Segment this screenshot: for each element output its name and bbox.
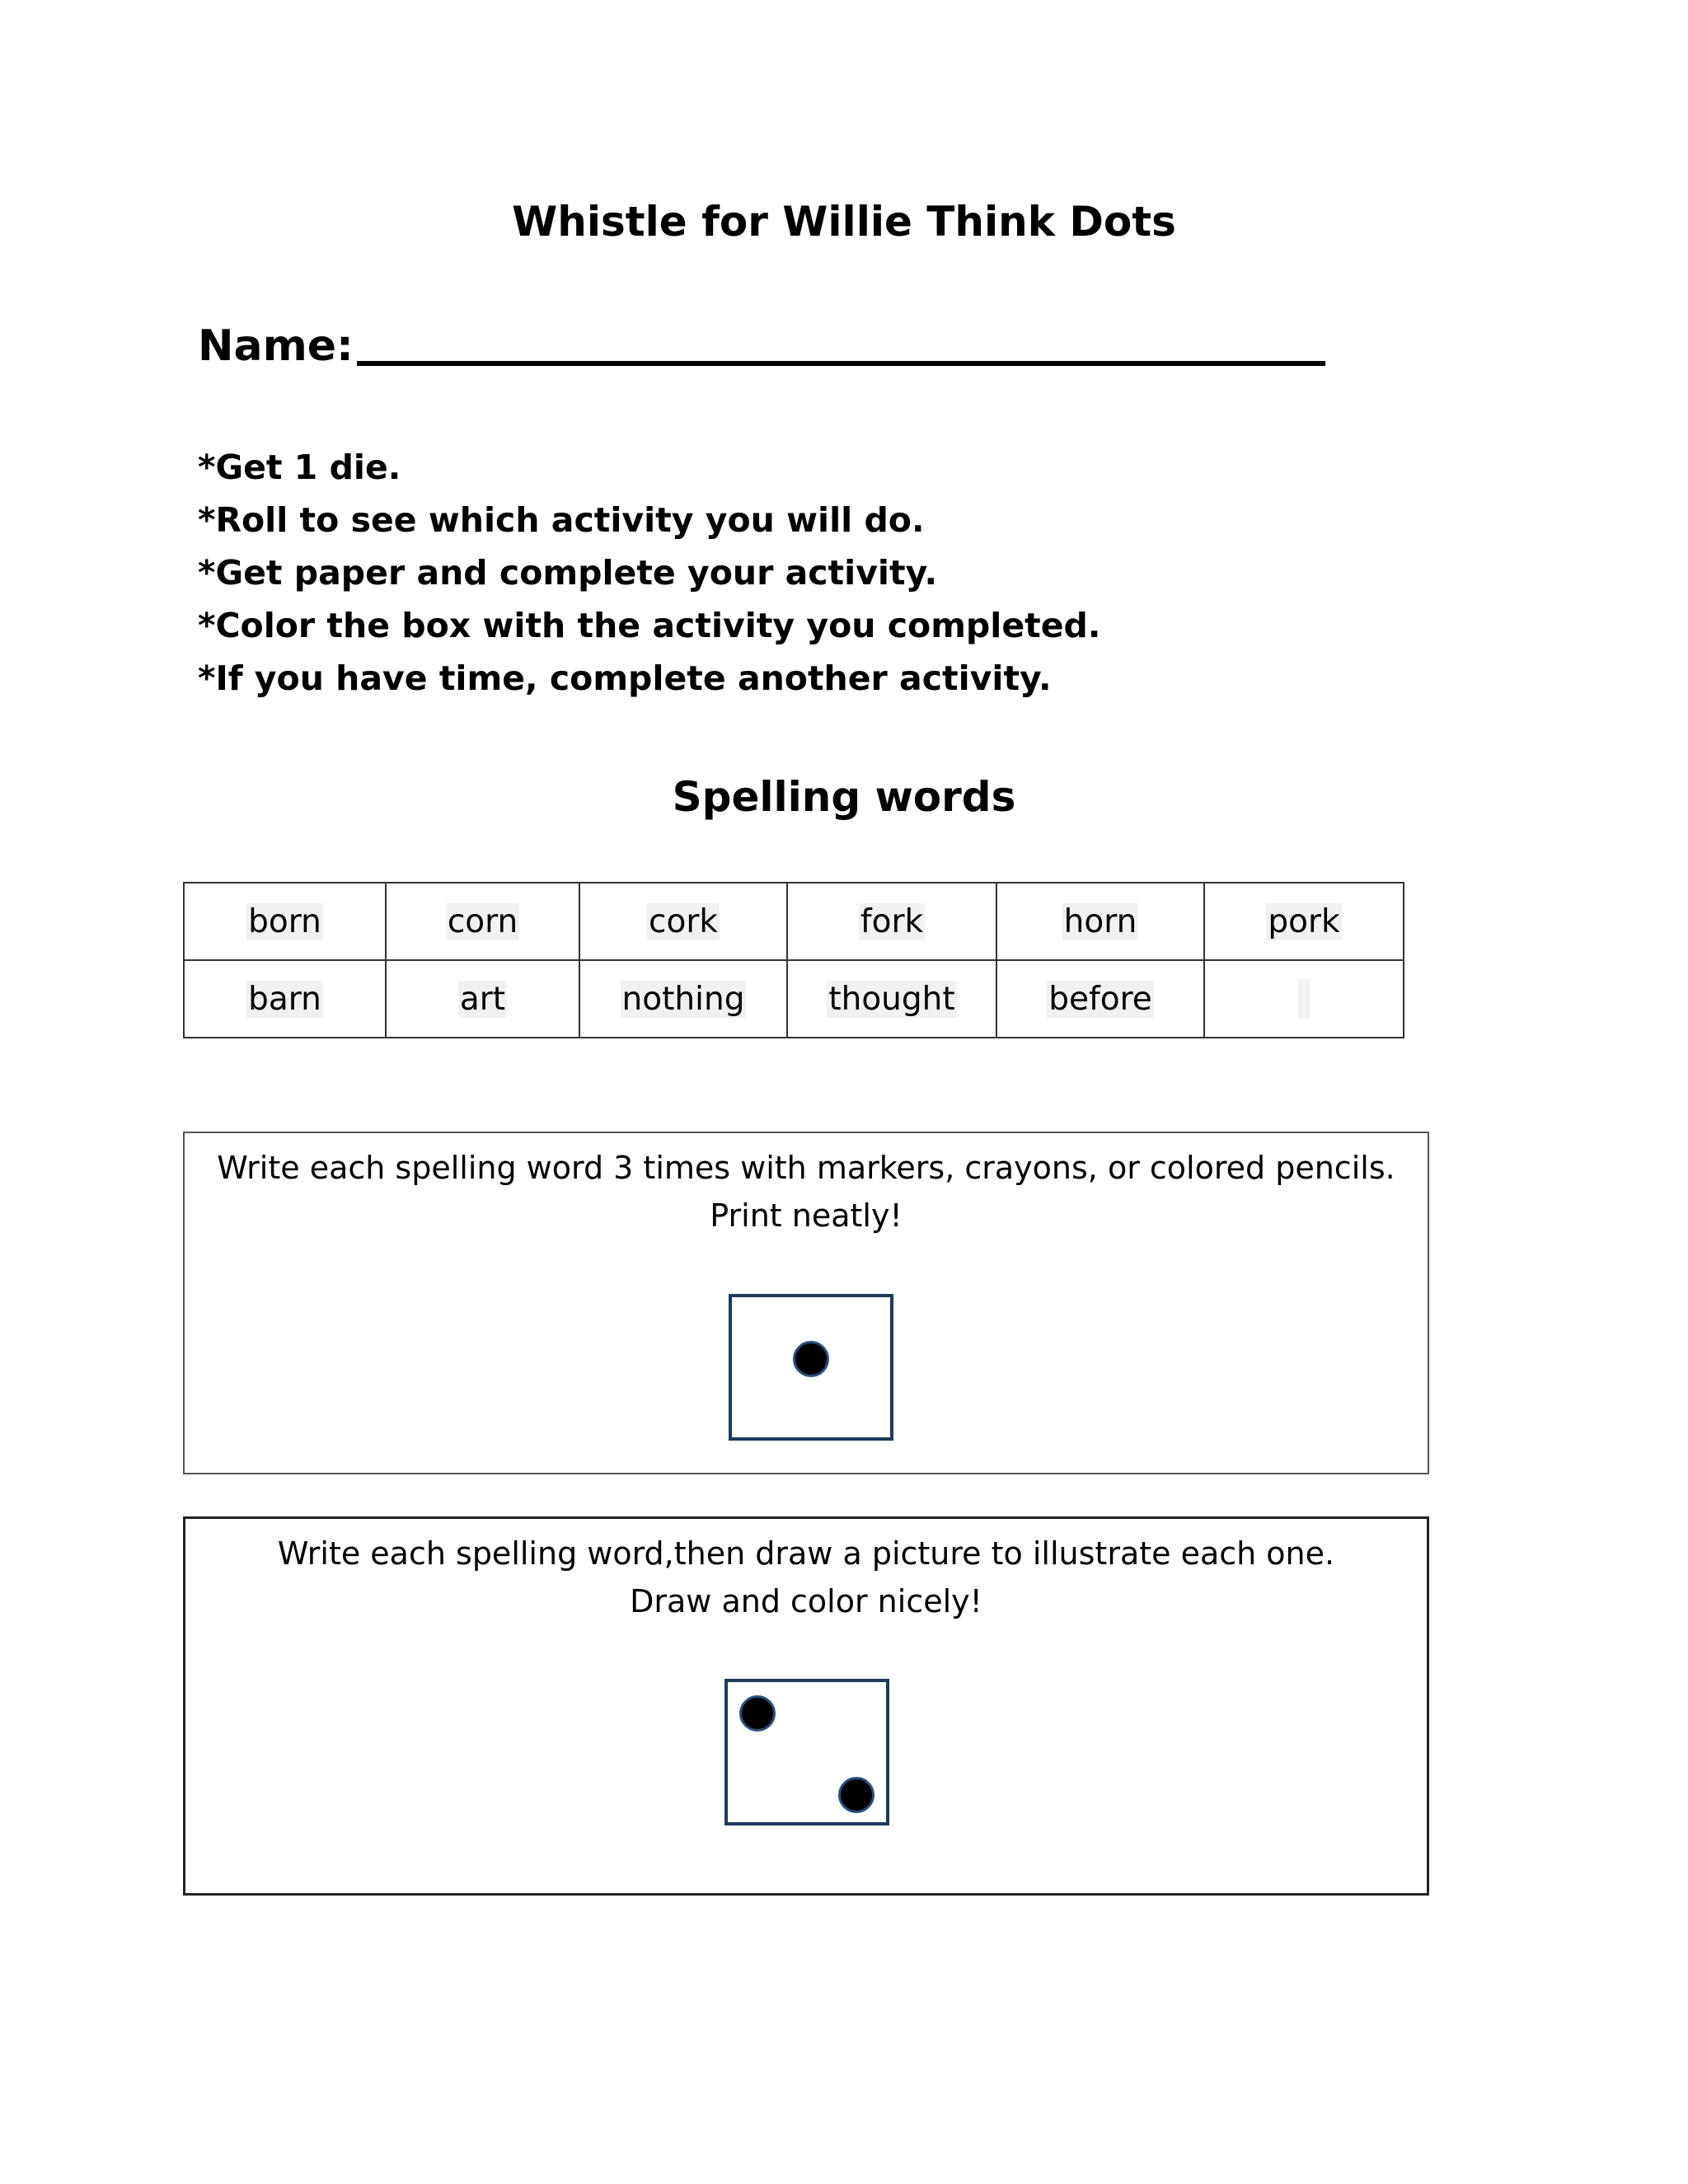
word-cell (184, 883, 386, 960)
spelling-word: corn (447, 902, 518, 940)
activity-box-2 (183, 1516, 1429, 1896)
word-cell (579, 883, 787, 960)
spelling-word: nothing (621, 980, 745, 1018)
word-cell-empty (1204, 960, 1404, 1038)
spelling-heading: Spelling words (672, 773, 1016, 821)
worksheet-title: Whistle for Willie Think Dots (512, 198, 1176, 246)
activity-box-1 (183, 1132, 1429, 1474)
instructions-list (198, 441, 1100, 705)
word-cell (386, 883, 579, 960)
spelling-word: before (1048, 980, 1152, 1018)
spelling-words-table (183, 882, 1404, 1038)
spelling-word: cork (649, 902, 718, 940)
spelling-word: born (248, 902, 321, 940)
word-cell (184, 960, 386, 1038)
die-face-two (724, 1679, 889, 1825)
instruction-item: *If you have time, complete another activity. (198, 658, 1052, 698)
table-row (184, 960, 1404, 1038)
instruction-item: *Color the box with the activity you completed. (198, 606, 1101, 645)
spelling-word (1298, 979, 1310, 1019)
word-cell (1204, 883, 1404, 960)
die-pip (838, 1777, 874, 1813)
die-pip (739, 1695, 776, 1732)
spelling-word: pork (1268, 902, 1340, 940)
name-blank-line (357, 361, 1325, 366)
word-cell (579, 960, 787, 1038)
spelling-word: horn (1063, 902, 1137, 940)
spelling-word: barn (248, 980, 321, 1018)
instruction-item: *Get paper and complete your activity. (198, 553, 938, 593)
spelling-word: fork (860, 902, 924, 940)
activity-subtext: Draw and color nicely! (630, 1583, 982, 1619)
activity-instruction: Write each spelling word 3 times with markers, crayons, or colored pencils. (217, 1150, 1395, 1186)
activity-subtext: Print neatly! (710, 1197, 903, 1234)
die-face-one (729, 1294, 893, 1441)
instruction-item: *Roll to see which activity you will do. (198, 500, 925, 540)
word-cell (996, 960, 1204, 1038)
name-field (198, 321, 1325, 371)
word-cell (386, 960, 579, 1038)
spelling-word: thought (828, 980, 955, 1018)
activity-instruction: Write each spelling word,then draw a picture to illustrate each one. (277, 1535, 1335, 1572)
table-row (184, 883, 1404, 960)
name-label: Name: (198, 321, 354, 371)
instruction-item: *Get 1 die. (198, 448, 401, 487)
die-pip (793, 1341, 829, 1377)
spelling-word: art (459, 980, 506, 1018)
word-cell (996, 883, 1204, 960)
word-cell (787, 883, 996, 960)
word-cell (787, 960, 996, 1038)
